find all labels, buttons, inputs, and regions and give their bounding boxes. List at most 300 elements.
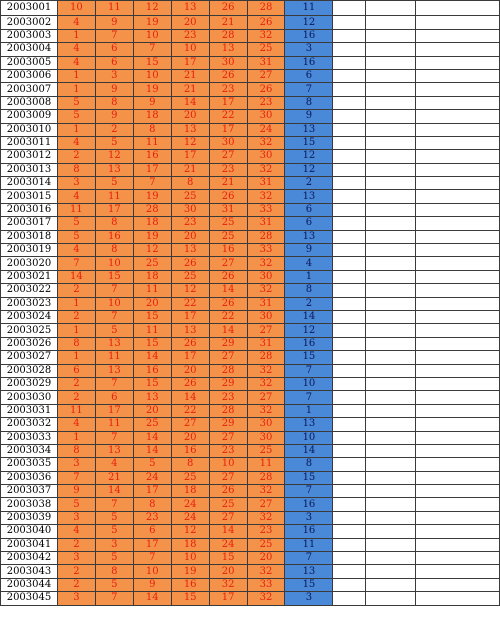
red-number-cell[interactable]: 20	[171, 364, 209, 377]
red-number-cell[interactable]: 17	[133, 538, 171, 551]
red-number-cell[interactable]: 31	[247, 297, 285, 310]
empty-cell[interactable]	[416, 136, 500, 149]
red-number-cell[interactable]: 24	[171, 498, 209, 511]
blue-number-cell[interactable]: 13	[285, 565, 333, 578]
empty-cell[interactable]	[366, 391, 416, 404]
blue-number-cell[interactable]: 6	[285, 69, 333, 82]
empty-cell[interactable]	[366, 150, 416, 163]
blue-number-cell[interactable]: 3	[285, 592, 333, 605]
red-number-cell[interactable]: 5	[57, 96, 95, 109]
empty-cell[interactable]	[416, 190, 500, 203]
red-number-cell[interactable]: 17	[95, 203, 133, 216]
red-number-cell[interactable]: 14	[133, 592, 171, 605]
blue-number-cell[interactable]: 13	[285, 418, 333, 431]
red-number-cell[interactable]: 25	[171, 270, 209, 283]
red-number-cell[interactable]: 14	[209, 525, 247, 538]
draw-id-cell[interactable]: 2003030	[1, 391, 58, 404]
red-number-cell[interactable]: 30	[209, 136, 247, 149]
red-number-cell[interactable]: 13	[209, 43, 247, 56]
red-number-cell[interactable]: 1	[57, 351, 95, 364]
empty-cell[interactable]	[366, 431, 416, 444]
blue-number-cell[interactable]: 11	[285, 1, 333, 16]
blue-number-cell[interactable]: 2	[285, 177, 333, 190]
red-number-cell[interactable]: 24	[133, 471, 171, 484]
draw-id-cell[interactable]: 2003005	[1, 56, 58, 69]
red-number-cell[interactable]: 33	[247, 244, 285, 257]
red-number-cell[interactable]: 12	[95, 150, 133, 163]
red-number-cell[interactable]: 32	[247, 257, 285, 270]
red-number-cell[interactable]: 12	[171, 525, 209, 538]
red-number-cell[interactable]: 17	[209, 123, 247, 136]
red-number-cell[interactable]: 8	[57, 444, 95, 457]
red-number-cell[interactable]: 5	[57, 217, 95, 230]
red-number-cell[interactable]: 26	[209, 270, 247, 283]
red-number-cell[interactable]: 18	[133, 217, 171, 230]
draw-id-cell[interactable]: 2003007	[1, 83, 58, 96]
empty-cell[interactable]	[366, 578, 416, 591]
empty-cell[interactable]	[333, 29, 366, 42]
red-number-cell[interactable]: 1	[57, 29, 95, 42]
red-number-cell[interactable]: 5	[57, 230, 95, 243]
red-number-cell[interactable]: 2	[57, 310, 95, 323]
empty-cell[interactable]	[333, 418, 366, 431]
red-number-cell[interactable]: 1	[57, 431, 95, 444]
red-number-cell[interactable]: 31	[247, 217, 285, 230]
red-number-cell[interactable]: 25	[209, 498, 247, 511]
blue-number-cell[interactable]: 10	[285, 431, 333, 444]
draw-id-cell[interactable]: 2003038	[1, 498, 58, 511]
red-number-cell[interactable]: 31	[209, 203, 247, 216]
red-number-cell[interactable]: 23	[209, 391, 247, 404]
red-number-cell[interactable]: 13	[95, 163, 133, 176]
red-number-cell[interactable]: 23	[209, 444, 247, 457]
blue-number-cell[interactable]: 3	[285, 511, 333, 524]
red-number-cell[interactable]: 26	[171, 377, 209, 390]
empty-cell[interactable]	[416, 83, 500, 96]
draw-id-cell[interactable]: 2003043	[1, 565, 58, 578]
red-number-cell[interactable]: 28	[133, 203, 171, 216]
blue-number-cell[interactable]: 13	[285, 190, 333, 203]
red-number-cell[interactable]: 25	[171, 471, 209, 484]
red-number-cell[interactable]: 17	[133, 163, 171, 176]
red-number-cell[interactable]: 3	[57, 511, 95, 524]
blue-number-cell[interactable]: 7	[285, 364, 333, 377]
empty-cell[interactable]	[416, 444, 500, 457]
red-number-cell[interactable]: 16	[95, 230, 133, 243]
red-number-cell[interactable]: 22	[171, 297, 209, 310]
red-number-cell[interactable]: 6	[95, 391, 133, 404]
red-number-cell[interactable]: 5	[95, 578, 133, 591]
red-number-cell[interactable]: 8	[57, 163, 95, 176]
red-number-cell[interactable]: 21	[171, 163, 209, 176]
empty-cell[interactable]	[366, 284, 416, 297]
red-number-cell[interactable]: 5	[95, 177, 133, 190]
draw-id-cell[interactable]: 2003034	[1, 444, 58, 457]
red-number-cell[interactable]: 8	[171, 177, 209, 190]
red-number-cell[interactable]: 7	[95, 431, 133, 444]
draw-id-cell[interactable]: 2003016	[1, 203, 58, 216]
empty-cell[interactable]	[416, 257, 500, 270]
red-number-cell[interactable]: 23	[209, 83, 247, 96]
red-number-cell[interactable]: 32	[247, 404, 285, 417]
empty-cell[interactable]	[333, 69, 366, 82]
draw-id-cell[interactable]: 2003029	[1, 377, 58, 390]
empty-cell[interactable]	[333, 230, 366, 243]
empty-cell[interactable]	[416, 565, 500, 578]
red-number-cell[interactable]: 21	[209, 177, 247, 190]
empty-cell[interactable]	[366, 444, 416, 457]
red-number-cell[interactable]: 28	[209, 29, 247, 42]
empty-cell[interactable]	[333, 244, 366, 257]
blue-number-cell[interactable]: 12	[285, 150, 333, 163]
empty-cell[interactable]	[366, 136, 416, 149]
red-number-cell[interactable]: 21	[171, 83, 209, 96]
red-number-cell[interactable]: 13	[95, 364, 133, 377]
red-number-cell[interactable]: 15	[133, 56, 171, 69]
red-number-cell[interactable]: 17	[209, 96, 247, 109]
empty-cell[interactable]	[366, 110, 416, 123]
empty-cell[interactable]	[333, 177, 366, 190]
empty-cell[interactable]	[416, 391, 500, 404]
empty-cell[interactable]	[333, 43, 366, 56]
red-number-cell[interactable]: 5	[95, 525, 133, 538]
red-number-cell[interactable]: 28	[247, 1, 285, 16]
red-number-cell[interactable]: 17	[95, 404, 133, 417]
red-number-cell[interactable]: 25	[133, 418, 171, 431]
red-number-cell[interactable]: 19	[133, 230, 171, 243]
red-number-cell[interactable]: 14	[171, 96, 209, 109]
empty-cell[interactable]	[333, 538, 366, 551]
red-number-cell[interactable]: 7	[95, 377, 133, 390]
draw-id-cell[interactable]: 2003013	[1, 163, 58, 176]
empty-cell[interactable]	[416, 244, 500, 257]
draw-id-cell[interactable]: 2003020	[1, 257, 58, 270]
red-number-cell[interactable]: 27	[209, 511, 247, 524]
red-number-cell[interactable]: 7	[95, 29, 133, 42]
draw-id-cell[interactable]: 2003014	[1, 177, 58, 190]
red-number-cell[interactable]: 4	[57, 136, 95, 149]
empty-cell[interactable]	[333, 203, 366, 216]
red-number-cell[interactable]: 13	[171, 1, 209, 16]
empty-cell[interactable]	[366, 525, 416, 538]
draw-id-cell[interactable]: 2003031	[1, 404, 58, 417]
draw-id-cell[interactable]: 2003024	[1, 310, 58, 323]
red-number-cell[interactable]: 10	[133, 565, 171, 578]
draw-id-cell[interactable]: 2003023	[1, 297, 58, 310]
empty-cell[interactable]	[416, 163, 500, 176]
red-number-cell[interactable]: 27	[209, 257, 247, 270]
red-number-cell[interactable]: 30	[247, 310, 285, 323]
red-number-cell[interactable]: 8	[95, 217, 133, 230]
empty-cell[interactable]	[333, 458, 366, 471]
blue-number-cell[interactable]: 15	[285, 471, 333, 484]
empty-cell[interactable]	[333, 257, 366, 270]
red-number-cell[interactable]: 14	[57, 270, 95, 283]
red-number-cell[interactable]: 26	[171, 337, 209, 350]
blue-number-cell[interactable]: 12	[285, 16, 333, 29]
red-number-cell[interactable]: 12	[171, 284, 209, 297]
empty-cell[interactable]	[333, 565, 366, 578]
draw-id-cell[interactable]: 2003015	[1, 190, 58, 203]
red-number-cell[interactable]: 1	[57, 297, 95, 310]
draw-id-cell[interactable]: 2003017	[1, 217, 58, 230]
red-number-cell[interactable]: 21	[171, 69, 209, 82]
empty-cell[interactable]	[416, 324, 500, 337]
empty-cell[interactable]	[416, 471, 500, 484]
blue-number-cell[interactable]: 7	[285, 552, 333, 565]
draw-id-cell[interactable]: 2003040	[1, 525, 58, 538]
empty-cell[interactable]	[366, 565, 416, 578]
blue-number-cell[interactable]: 12	[285, 163, 333, 176]
empty-cell[interactable]	[333, 310, 366, 323]
red-number-cell[interactable]: 32	[247, 284, 285, 297]
empty-cell[interactable]	[366, 83, 416, 96]
draw-id-cell[interactable]: 2003026	[1, 337, 58, 350]
red-number-cell[interactable]: 7	[95, 284, 133, 297]
empty-cell[interactable]	[416, 498, 500, 511]
empty-cell[interactable]	[366, 324, 416, 337]
red-number-cell[interactable]: 5	[95, 511, 133, 524]
red-number-cell[interactable]: 20	[171, 110, 209, 123]
draw-id-cell[interactable]: 2003004	[1, 43, 58, 56]
red-number-cell[interactable]: 3	[95, 69, 133, 82]
empty-cell[interactable]	[366, 458, 416, 471]
empty-cell[interactable]	[333, 578, 366, 591]
red-number-cell[interactable]: 7	[95, 310, 133, 323]
draw-id-cell[interactable]: 2003036	[1, 471, 58, 484]
empty-cell[interactable]	[333, 391, 366, 404]
empty-cell[interactable]	[366, 16, 416, 29]
red-number-cell[interactable]: 26	[209, 297, 247, 310]
red-number-cell[interactable]: 26	[209, 69, 247, 82]
blue-number-cell[interactable]: 16	[285, 56, 333, 69]
empty-cell[interactable]	[416, 284, 500, 297]
red-number-cell[interactable]: 9	[95, 110, 133, 123]
red-number-cell[interactable]: 16	[171, 444, 209, 457]
empty-cell[interactable]	[333, 136, 366, 149]
empty-cell[interactable]	[333, 217, 366, 230]
red-number-cell[interactable]: 2	[57, 284, 95, 297]
empty-cell[interactable]	[333, 498, 366, 511]
red-number-cell[interactable]: 7	[133, 43, 171, 56]
red-number-cell[interactable]: 13	[171, 244, 209, 257]
red-number-cell[interactable]: 29	[209, 377, 247, 390]
red-number-cell[interactable]: 1	[57, 69, 95, 82]
red-number-cell[interactable]: 30	[247, 110, 285, 123]
empty-cell[interactable]	[366, 538, 416, 551]
blue-number-cell[interactable]: 14	[285, 444, 333, 457]
red-number-cell[interactable]: 4	[95, 458, 133, 471]
draw-id-cell[interactable]: 2003044	[1, 578, 58, 591]
blue-number-cell[interactable]: 2	[285, 297, 333, 310]
empty-cell[interactable]	[333, 431, 366, 444]
empty-cell[interactable]	[333, 511, 366, 524]
red-number-cell[interactable]: 10	[95, 297, 133, 310]
red-number-cell[interactable]: 31	[247, 177, 285, 190]
blue-number-cell[interactable]: 14	[285, 310, 333, 323]
blue-number-cell[interactable]: 6	[285, 217, 333, 230]
blue-number-cell[interactable]: 11	[285, 538, 333, 551]
empty-cell[interactable]	[333, 96, 366, 109]
draw-id-cell[interactable]: 2003033	[1, 431, 58, 444]
empty-cell[interactable]	[366, 163, 416, 176]
red-number-cell[interactable]: 24	[247, 123, 285, 136]
red-number-cell[interactable]: 32	[247, 565, 285, 578]
empty-cell[interactable]	[366, 418, 416, 431]
red-number-cell[interactable]: 30	[171, 203, 209, 216]
empty-cell[interactable]	[333, 1, 366, 16]
red-number-cell[interactable]: 30	[209, 56, 247, 69]
red-number-cell[interactable]: 11	[133, 284, 171, 297]
red-number-cell[interactable]: 23	[171, 29, 209, 42]
red-number-cell[interactable]: 4	[57, 56, 95, 69]
empty-cell[interactable]	[416, 418, 500, 431]
empty-cell[interactable]	[333, 351, 366, 364]
red-number-cell[interactable]: 17	[171, 56, 209, 69]
red-number-cell[interactable]: 28	[247, 351, 285, 364]
empty-cell[interactable]	[416, 123, 500, 136]
red-number-cell[interactable]: 9	[133, 96, 171, 109]
blue-number-cell[interactable]: 16	[285, 525, 333, 538]
red-number-cell[interactable]: 8	[57, 337, 95, 350]
empty-cell[interactable]	[333, 525, 366, 538]
red-number-cell[interactable]: 17	[171, 310, 209, 323]
blue-number-cell[interactable]: 10	[285, 377, 333, 390]
red-number-cell[interactable]: 27	[247, 69, 285, 82]
red-number-cell[interactable]: 26	[247, 83, 285, 96]
empty-cell[interactable]	[366, 257, 416, 270]
red-number-cell[interactable]: 19	[133, 83, 171, 96]
red-number-cell[interactable]: 32	[247, 136, 285, 149]
empty-cell[interactable]	[366, 404, 416, 417]
red-number-cell[interactable]: 5	[57, 110, 95, 123]
red-number-cell[interactable]: 6	[133, 525, 171, 538]
red-number-cell[interactable]: 17	[171, 351, 209, 364]
empty-cell[interactable]	[366, 297, 416, 310]
red-number-cell[interactable]: 8	[171, 458, 209, 471]
red-number-cell[interactable]: 11	[95, 1, 133, 16]
empty-cell[interactable]	[333, 190, 366, 203]
red-number-cell[interactable]: 20	[171, 431, 209, 444]
empty-cell[interactable]	[416, 431, 500, 444]
blue-number-cell[interactable]: 9	[285, 110, 333, 123]
red-number-cell[interactable]: 9	[95, 83, 133, 96]
empty-cell[interactable]	[416, 485, 500, 498]
draw-id-cell[interactable]: 2003041	[1, 538, 58, 551]
red-number-cell[interactable]: 31	[247, 56, 285, 69]
draw-id-cell[interactable]: 2003011	[1, 136, 58, 149]
red-number-cell[interactable]: 2	[57, 391, 95, 404]
red-number-cell[interactable]: 11	[95, 190, 133, 203]
red-number-cell[interactable]: 16	[133, 150, 171, 163]
red-number-cell[interactable]: 27	[247, 498, 285, 511]
red-number-cell[interactable]: 6	[95, 56, 133, 69]
blue-number-cell[interactable]: 9	[285, 244, 333, 257]
red-number-cell[interactable]: 32	[247, 29, 285, 42]
empty-cell[interactable]	[416, 56, 500, 69]
red-number-cell[interactable]: 7	[133, 177, 171, 190]
empty-cell[interactable]	[416, 96, 500, 109]
red-number-cell[interactable]: 2	[57, 377, 95, 390]
red-number-cell[interactable]: 17	[171, 150, 209, 163]
red-number-cell[interactable]: 1	[57, 324, 95, 337]
red-number-cell[interactable]: 28	[209, 404, 247, 417]
empty-cell[interactable]	[416, 351, 500, 364]
red-number-cell[interactable]: 32	[247, 377, 285, 390]
red-number-cell[interactable]: 32	[209, 578, 247, 591]
empty-cell[interactable]	[366, 592, 416, 605]
empty-cell[interactable]	[366, 377, 416, 390]
red-number-cell[interactable]: 27	[209, 150, 247, 163]
draw-id-cell[interactable]: 2003003	[1, 29, 58, 42]
red-number-cell[interactable]: 2	[57, 578, 95, 591]
empty-cell[interactable]	[366, 244, 416, 257]
red-number-cell[interactable]: 20	[171, 230, 209, 243]
red-number-cell[interactable]: 8	[95, 244, 133, 257]
blue-number-cell[interactable]: 15	[285, 578, 333, 591]
red-number-cell[interactable]: 10	[95, 257, 133, 270]
empty-cell[interactable]	[333, 270, 366, 283]
draw-id-cell[interactable]: 2003008	[1, 96, 58, 109]
red-number-cell[interactable]: 11	[95, 418, 133, 431]
empty-cell[interactable]	[416, 177, 500, 190]
red-number-cell[interactable]: 18	[133, 110, 171, 123]
blue-number-cell[interactable]: 7	[285, 485, 333, 498]
draw-id-cell[interactable]: 2003037	[1, 485, 58, 498]
draw-id-cell[interactable]: 2003045	[1, 592, 58, 605]
red-number-cell[interactable]: 12	[133, 1, 171, 16]
red-number-cell[interactable]: 5	[95, 552, 133, 565]
red-number-cell[interactable]: 8	[95, 565, 133, 578]
red-number-cell[interactable]: 4	[57, 43, 95, 56]
red-number-cell[interactable]: 15	[133, 310, 171, 323]
empty-cell[interactable]	[416, 1, 500, 16]
red-number-cell[interactable]: 5	[95, 136, 133, 149]
red-number-cell[interactable]: 28	[247, 230, 285, 243]
empty-cell[interactable]	[333, 56, 366, 69]
blue-number-cell[interactable]: 15	[285, 136, 333, 149]
red-number-cell[interactable]: 3	[57, 592, 95, 605]
red-number-cell[interactable]: 27	[209, 471, 247, 484]
empty-cell[interactable]	[333, 552, 366, 565]
empty-cell[interactable]	[333, 150, 366, 163]
red-number-cell[interactable]: 19	[133, 16, 171, 29]
red-number-cell[interactable]: 20	[209, 565, 247, 578]
empty-cell[interactable]	[333, 444, 366, 457]
draw-id-cell[interactable]: 2003009	[1, 110, 58, 123]
blue-number-cell[interactable]: 7	[285, 83, 333, 96]
red-number-cell[interactable]: 7	[57, 471, 95, 484]
empty-cell[interactable]	[416, 592, 500, 605]
red-number-cell[interactable]: 9	[57, 485, 95, 498]
red-number-cell[interactable]: 23	[209, 163, 247, 176]
red-number-cell[interactable]: 14	[133, 444, 171, 457]
draw-id-cell[interactable]: 2003039	[1, 511, 58, 524]
empty-cell[interactable]	[416, 377, 500, 390]
red-number-cell[interactable]: 4	[57, 418, 95, 431]
red-number-cell[interactable]: 32	[247, 592, 285, 605]
red-number-cell[interactable]: 18	[171, 485, 209, 498]
draw-id-cell[interactable]: 2003010	[1, 123, 58, 136]
red-number-cell[interactable]: 19	[171, 565, 209, 578]
red-number-cell[interactable]: 27	[209, 431, 247, 444]
red-number-cell[interactable]: 25	[209, 230, 247, 243]
red-number-cell[interactable]: 24	[209, 538, 247, 551]
empty-cell[interactable]	[366, 217, 416, 230]
red-number-cell[interactable]: 16	[209, 244, 247, 257]
blue-number-cell[interactable]: 12	[285, 324, 333, 337]
empty-cell[interactable]	[333, 297, 366, 310]
